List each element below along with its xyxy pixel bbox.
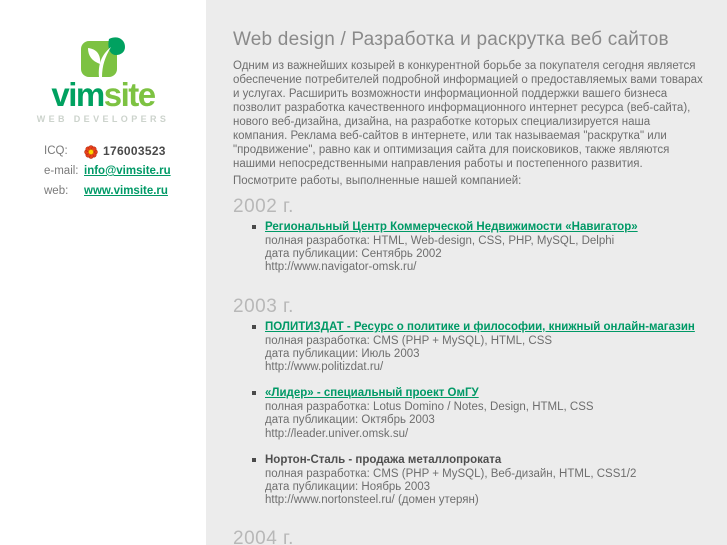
bullet-square-icon: [252, 458, 256, 462]
year-heading: 2004 г.: [233, 528, 294, 545]
item-title-row: [252, 454, 705, 467]
project-link[interactable]: «Лидер» - специальный проект ОмГУ: [265, 387, 479, 400]
project-details: [265, 401, 705, 441]
main-content: [206, 0, 727, 545]
project-title: Нортон-Сталь - продажа металлопроката: [265, 453, 502, 466]
website-link[interactable]: www.vimsite.ru: [84, 185, 168, 197]
icq-label: ICQ:: [44, 145, 68, 157]
email-label: e-mail:: [44, 165, 79, 177]
item-title-row: [252, 321, 705, 334]
contact-row-icq: [44, 144, 206, 159]
contact-row-email: [44, 164, 206, 179]
detail-line: дата публикации: Сентябрь 2002: [265, 248, 442, 261]
project-details: [265, 335, 705, 375]
detail-line: дата публикации: Ноябрь 2003: [265, 481, 431, 494]
detail-line: полная разработка: CMS (PHP + MySQL), Веб-дизайн, HTML, CSS1/2: [265, 467, 637, 480]
project-details: [265, 468, 705, 508]
intro-paragraph: Одним из важнейших козырей в конкурентной борьбе за покупателя сегодня является обеспечение потребителей подробной информацией о предоставляемых вами товарах и услугах. Расширить возможности информационной поддержки вашего бизнеса позволит разработка качественного информационного интернет ресурса (веб-сайта), нового веб-дизайна, дизайна, на разработке которых специализируется наша компания. Реклама веб-сайтов в интернете, или так называемая "раскрутка" или "продвижение", равно как и оптимизация сайта для поисковиков, также являются нашими непосредственными направления работы и постепенного развития.: [233, 60, 703, 170]
icq-flower-icon: [84, 145, 98, 159]
lead-paragraph: Посмотрите работы, выполненные нашей компанией:: [233, 175, 522, 187]
contact-block: [44, 144, 206, 199]
portfolio-item: [252, 454, 705, 508]
detail-line: дата публикации: Июль 2003: [265, 347, 420, 360]
portfolio-item: [252, 321, 705, 375]
brand-site: site: [103, 76, 155, 113]
icq-number: 176003523: [103, 144, 166, 158]
detail-line: http://www.politizdat.ru/: [265, 361, 384, 374]
portfolio-item: [252, 221, 705, 275]
project-link[interactable]: Региональный Центр Коммерческой Недвижимости «Навигатор»: [265, 221, 638, 233]
page-title: Web design / Разработка и раскрутка веб сайтов: [233, 29, 669, 50]
project-link[interactable]: ПОЛИТИЗДАТ - Ресурс о политике и философии, книжный онлайн-магазин: [265, 320, 695, 333]
detail-line: полная разработка: CMS (PHP + MySQL), HTML, CSS: [265, 334, 553, 347]
detail-line: дата публикации: Октябрь 2003: [265, 414, 435, 427]
year-section: [233, 197, 705, 275]
detail-line: http://leader.univer.omsk.su/: [265, 427, 409, 440]
item-title-row: [252, 221, 705, 234]
year-section: [233, 529, 705, 545]
year-heading: 2002 г.: [233, 196, 294, 217]
email-link[interactable]: info@vimsite.ru: [84, 165, 171, 177]
brand-vim: vim: [51, 76, 104, 113]
year-section: [233, 297, 705, 508]
brand-wordmark: [0, 78, 206, 112]
year-heading: 2003 г.: [233, 295, 294, 317]
detail-line: полная разработка: Lotus Domino / Notes, Design, HTML, CSS: [265, 401, 594, 414]
bullet-square-icon: [252, 325, 256, 329]
sidebar: [0, 0, 206, 545]
sprout-leaf-icon: [80, 36, 126, 77]
item-title-row: [252, 387, 705, 400]
detail-line: http://www.navigator-omsk.ru/: [265, 261, 417, 274]
detail-line: http://www.nortonsteel.ru/ (домен утерян): [265, 494, 479, 507]
detail-line: полная разработка: HTML, Web-design, CSS, PHP, MySQL, Delphi: [265, 235, 615, 247]
web-label: web:: [44, 185, 69, 197]
contact-row-web: [44, 184, 206, 199]
brand-tagline: WEB DEVELOPERS: [36, 114, 170, 124]
bullet-square-icon: [252, 225, 256, 229]
portfolio-item: [252, 387, 705, 441]
vimsite-logo[interactable]: [0, 36, 206, 124]
portfolio-sections: [233, 197, 705, 545]
bullet-square-icon: [252, 391, 256, 395]
project-details: [265, 235, 705, 275]
